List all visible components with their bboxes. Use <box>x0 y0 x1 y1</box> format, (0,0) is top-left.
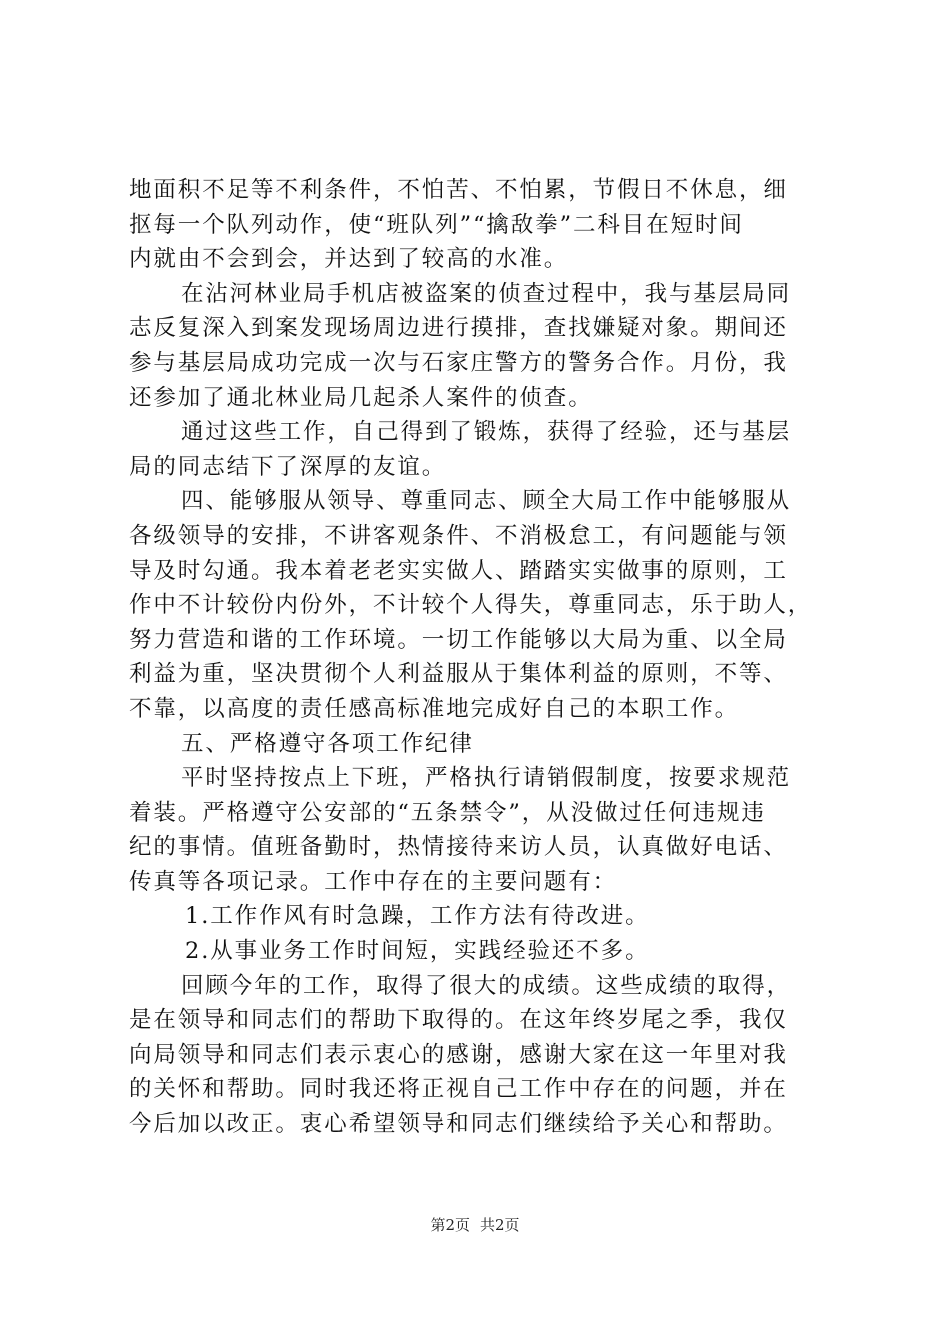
paragraph-start-line: 通过这些工作，自己得到了锻炼，获得了经验，还与基层 <box>181 419 792 446</box>
section-heading: 五、严格遵守各项工作纪律 <box>181 730 474 757</box>
text-line: 不靠，以高度的责任感高标准地完成好自己的本职工作。 <box>129 695 740 722</box>
text-line: 各级领导的安排，不讲客观条件、不消极怠工，有问题能与领 <box>129 522 788 549</box>
text-line: 纪的事情。值班备勤时，热情接待来访人员，认真做好电话、 <box>129 834 788 861</box>
text-line: 向局领导和同志们表示衷心的感谢，感谢大家在这一年里对我 <box>129 1041 788 1068</box>
text-line: 导及时勾通。我本着老老实实做人、踏踏实实做事的原则，工 <box>129 557 788 584</box>
document-body <box>129 173 829 1142</box>
text-line: 是在领导和同志们的帮助下取得的。在这年终岁尾之季，我仅 <box>129 1007 788 1034</box>
text-line: 作中不计较份内份外，不计较个人得失，尊重同志，乐于助人， <box>129 592 813 619</box>
text-line: 努力营造和谐的工作环境。一切工作能够以大局为重、以全局 <box>129 626 788 653</box>
text-line: 着装。严格遵守公安部的“五条禁令”，从没做过任何违规违 <box>129 799 766 826</box>
list-item: 1.工作作风有时急躁，工作方法有待改进。 <box>185 903 650 930</box>
text-line: 抠每一个队列动作，使“班队列”“擒敌拳”二科目在短时间 <box>129 211 744 238</box>
paragraph-start-line: 在沾河林业局手机店被盗案的侦查过程中，我与基层局同 <box>181 280 792 307</box>
text-line: 志反复深入到案发现场周边进行摸排，查找嫌疑对象。期间还 <box>129 315 788 342</box>
text-line: 的关怀和帮助。同时我还将正视自己工作中存在的问题，并在 <box>129 1076 788 1103</box>
text-line: 还参加了通北林业局几起杀人案件的侦查。 <box>129 384 593 411</box>
page-footer <box>0 1214 950 1236</box>
paragraph-start-line: 回顾今年的工作，取得了很大的成绩。这些成绩的取得， <box>181 972 792 999</box>
text-line: 局的同志结下了深厚的友谊。 <box>129 453 447 480</box>
text-line: 内就由不会到会，并达到了较高的水准。 <box>129 246 569 273</box>
text-line: 传真等各项记录。工作中存在的主要问题有： <box>129 868 618 895</box>
page-total: 共2页 <box>480 1216 520 1234</box>
text-line: 地面积不足等不利条件，不怕苦、不怕累，节假日不休息，细 <box>129 177 788 203</box>
text-line: 参与基层局成功完成一次与石家庄警方的警务合作。月份，我 <box>129 349 788 376</box>
text-line: 今后加以改正。衷心希望领导和同志们继续给予关心和帮助。 <box>129 1111 788 1138</box>
section-heading-line: 四、能够服从领导、尊重同志、顾全大局工作中能够服从 <box>181 488 792 515</box>
text-line: 利益为重，坚决贯彻个人利益服从于集体利益的原则，不等、 <box>129 661 788 688</box>
list-item: 2.从事业务工作时间短，实践经验还不多。 <box>185 938 650 965</box>
paragraph-start-line: 平时坚持按点上下班，严格执行请销假制度，按要求规范 <box>181 765 792 792</box>
page-number: 第2页 <box>430 1216 470 1234</box>
